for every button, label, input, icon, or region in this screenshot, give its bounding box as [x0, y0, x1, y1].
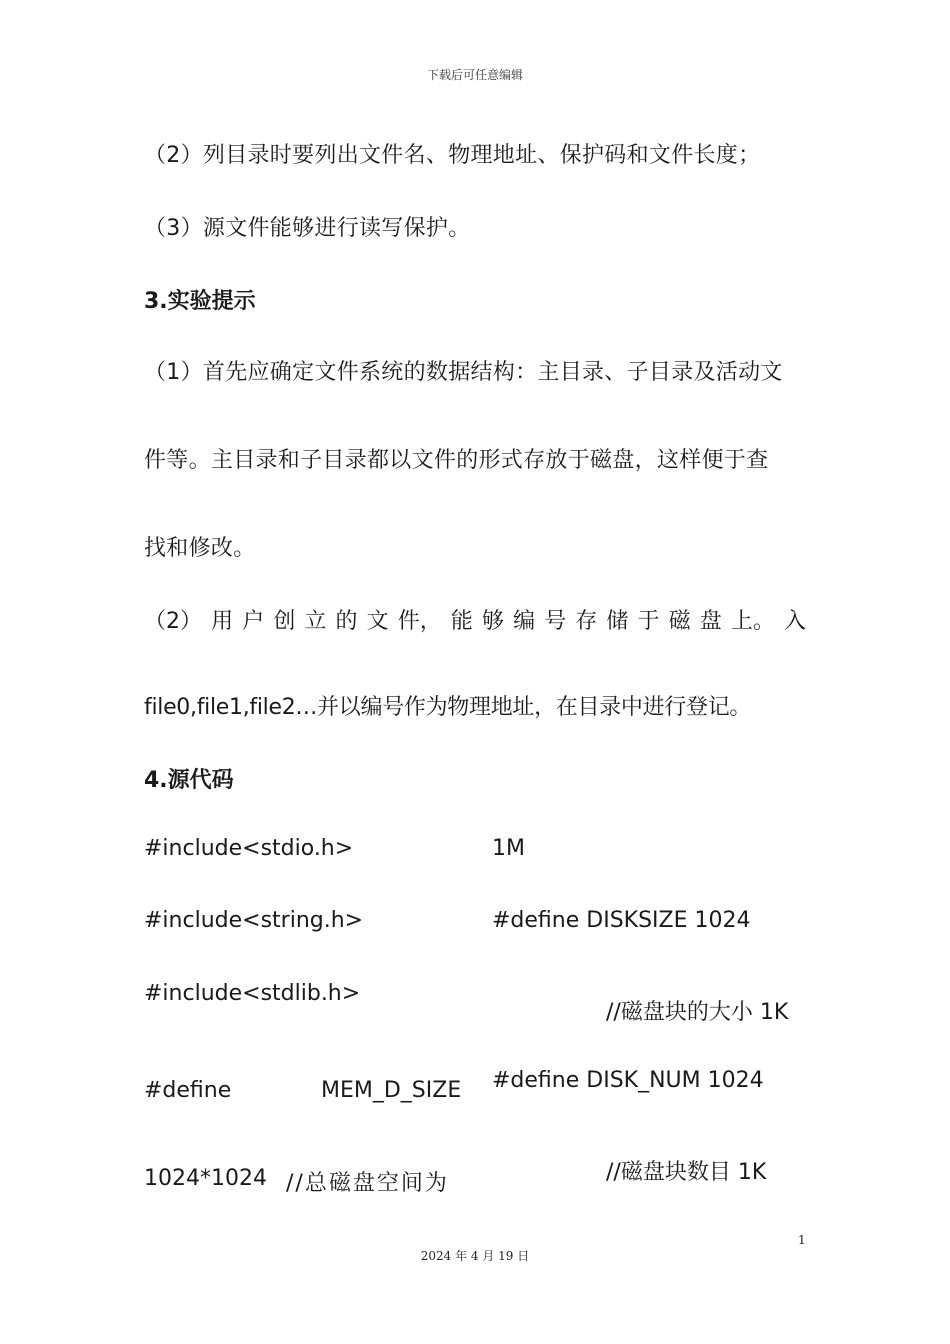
- page-header: 下载后可任意编辑: [426, 68, 523, 82]
- tip2-segment: 上。: [730, 609, 775, 634]
- tip2-segment: （2）: [144, 609, 202, 634]
- tip2-line1: [144, 604, 806, 635]
- tip1-line2: 件等。主目录和子目录都以文件的形式存放于磁盘，这样便于查: [144, 448, 769, 473]
- page-number: 1: [798, 1233, 806, 1247]
- tip2-segment: 盘: [699, 609, 722, 634]
- tip2-segment: 存: [575, 609, 598, 634]
- footer-date: 2024 年 4 月 19 日: [420, 1249, 530, 1263]
- code-right-line2: #define DISKSIZE 1024: [492, 908, 751, 933]
- tip2-segment: 创: [273, 609, 296, 634]
- section-heading-tips: 3.实验提示: [144, 289, 256, 314]
- code-left-line3: #include<stdlib.h>: [144, 981, 361, 1006]
- tip2-segment: 号: [544, 609, 567, 634]
- section-heading-source: 4.源代码: [144, 768, 234, 793]
- code-right-line5: //磁盘块数目 1K: [606, 1160, 767, 1185]
- requirement-2: （2）列目录时要列出文件名、物理地址、保护码和文件长度；: [144, 143, 761, 168]
- code-left-line5-value: 1024*1024: [144, 1166, 267, 1191]
- tip2-segment: 入: [783, 609, 806, 634]
- code-left-line4-macro: MEM_D_SIZE: [321, 1078, 462, 1103]
- tip2-segment: 够: [481, 609, 504, 634]
- tip2-line2: file0,file1,file2…并以编号作为物理地址，在目录中进行登记。: [144, 695, 752, 720]
- tip2-segment: 户: [242, 609, 265, 634]
- code-right-line3: //磁盘块的大小 1K: [606, 1000, 789, 1025]
- code-left-line1: #include<stdio.h>: [144, 836, 354, 861]
- tip2-segment: 用: [211, 609, 234, 634]
- code-right-line4: #define DISK_NUM 1024: [492, 1068, 764, 1093]
- tip1-line1: （1）首先应确定文件系统的数据结构：主目录、子目录及活动文: [144, 360, 783, 385]
- tip2-segment: 文: [366, 609, 389, 634]
- tip2-segment: 储: [606, 609, 629, 634]
- tip2-segment: 件，: [397, 609, 442, 634]
- tip1-line3: 找和修改。: [144, 536, 256, 561]
- code-left-line2: #include<string.h>: [144, 908, 364, 933]
- code-left-line5-comment: //总磁盘空间为: [286, 1171, 449, 1196]
- tip2-segment: 编: [513, 609, 536, 634]
- tip2-segment: 的: [335, 609, 358, 634]
- tip2-segment: 磁: [668, 609, 691, 634]
- tip2-segment: 能: [450, 609, 473, 634]
- tip2-segment: 立: [304, 609, 327, 634]
- code-left-line4-keyword: #define: [144, 1078, 232, 1103]
- requirement-3: （3）源文件能够进行读写保护。: [144, 216, 471, 241]
- code-right-line1: 1M: [492, 836, 525, 861]
- tip2-segment: 于: [637, 609, 660, 634]
